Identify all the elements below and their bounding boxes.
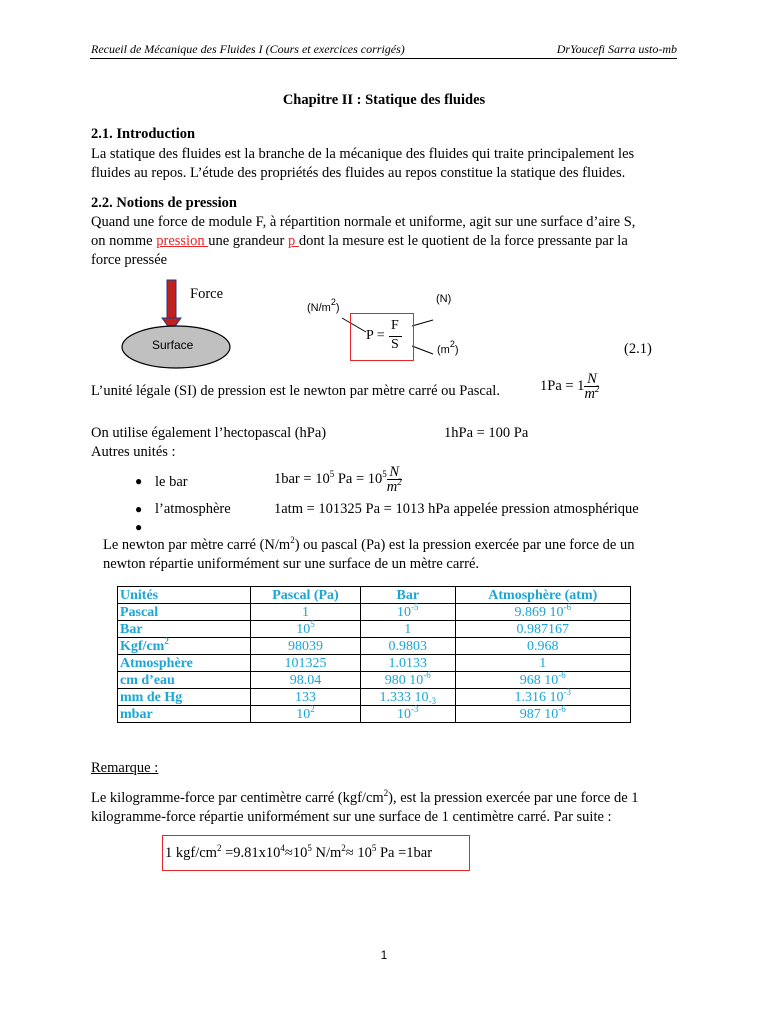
table-row: mbar $10^2$ $10^{-3}$ 987 $10^{-6}$: [118, 706, 631, 723]
newton-line-2: newton répartie uniformément sur une surface de un mètre carré.: [103, 556, 480, 572]
section-pression-title: 2.2. Notions de pression: [91, 195, 237, 211]
header-atmosphere: Atmosphère (atm): [455, 587, 630, 604]
units-conversion-table: [117, 586, 631, 723]
table-row: Pascal 1 $10^{-5}$ 9.869 $10^{-6}$: [118, 604, 631, 621]
bullet-atm-label: l’atmosphère: [155, 501, 231, 517]
formula-numerator: F: [391, 318, 399, 333]
formula-denominator: S: [391, 337, 399, 352]
table-row: Bar $10^5$ 1 0.987167: [118, 621, 631, 638]
newton-line-1: Le newton par mètre carré $(N/m^2)$ ou pascal (Pa) est la pression exercée par une force de un: [103, 535, 635, 553]
force-label: Force: [190, 286, 224, 302]
pression-line-1: Quand une force de module F, à répartition normale et uniforme, agit sur une surface d’aire S,: [91, 214, 636, 230]
table-row: Kgf/$cm^2$ 98039 0.9803 0.968: [118, 638, 631, 655]
header-divider: [90, 58, 677, 59]
table-row: cm d’eau 98.04 980 $10^{-6}$ 968 $10^{-6}$: [118, 672, 631, 689]
si-unit-text: L’unité légale (SI) de pression est le newton par mètre carré ou Pascal.: [91, 383, 500, 399]
bullet-bar-dot: ●: [135, 474, 143, 488]
newton-definition: [103, 536, 693, 574]
bullet-bar-equation: $1bar = 10^5$ $Pa = 10^5$ $\frac{N}{m^2}$: [274, 464, 402, 495]
header-unites: Unités: [118, 587, 251, 604]
hecto-equation: 1hPa = 100 Pa: [444, 425, 529, 441]
header-bar: Bar: [360, 587, 455, 604]
unit-force-label: (N): [436, 293, 452, 305]
intro-paragraph: [91, 145, 681, 183]
page-number: 1: [380, 948, 388, 962]
remark-line-1: Le kilogramme-force par centimètre carré $(kgf/cm^2)$, est la pression exercée par une force de 1: [91, 788, 639, 806]
hecto-text: On utilise également l’hectopascal (hPa): [91, 425, 327, 441]
unit-pressure-label: $(N/m^2)$: [307, 297, 340, 314]
pressure-formula-box: [350, 313, 414, 361]
bullet-empty-dot: ●: [135, 520, 143, 534]
surface-label: Surface: [152, 338, 194, 352]
pression-term: pression: [156, 233, 209, 249]
unit-area-label: $(m^2)$: [437, 339, 459, 356]
bullet-atm-equation: 1atm = 101325 Pa = 1013 hPa appelée pression atmosphérique: [274, 501, 639, 517]
p-symbol: p: [287, 233, 299, 249]
kgf-equation-box: 1 kgf/$cm^2 =9.81x10^4\approx 10^5$ $N/m^2\approx 10^5$ Pa =1bar: [162, 835, 470, 871]
bullet-bar-label: le bar: [155, 474, 188, 490]
pression-line-3: force pressée: [91, 252, 168, 268]
pression-line-2: on nomme pression une grandeur p dont la mesure est le quotient de la force pressante par la: [91, 233, 628, 249]
remark-paragraph: [91, 789, 691, 827]
bar-fraction: $\frac{N}{m^2}$: [386, 464, 402, 495]
formula-lhs: P =: [366, 328, 385, 343]
table-header-row: [118, 587, 631, 604]
intro-line-1: La statique des fluides est la branche de la mécanique des fluides qui traite principalement les: [91, 146, 635, 162]
header-pascal: Pascal (Pa): [251, 587, 361, 604]
remark-line-2: kilogramme-force répartie uniformément sur une surface de 1 centimètre carré. Par suite :: [91, 809, 612, 825]
bullet-atm-dot: ●: [135, 502, 143, 516]
remark-title: Remarque :: [91, 760, 159, 776]
other-units-title: Autres unités :: [91, 444, 176, 460]
pression-paragraph: [91, 213, 681, 270]
intro-line-2: fluides au repos. L’étude des propriétés des fluides au repos constitue la statique des fluides.: [91, 165, 626, 181]
chapter-title: Chapitre II : Statique des fluides: [282, 92, 486, 108]
header-right: DrYoucefi Sarra usto-mb: [556, 42, 677, 56]
section-introduction-title: 2.1. Introduction: [91, 126, 196, 142]
si-unit-equation: 1Pa = 1 $\frac{N}{m^2}$: [540, 371, 600, 402]
table-row: mm de Hg 133 1.333 $10_{-3}$ 1.316 $10^{-3}$: [118, 689, 631, 706]
si-unit-fraction: $\frac{N}{m^2}$: [584, 371, 600, 402]
equation-number: (2.1): [624, 341, 652, 357]
table-row: Atmosphère 101325 1.0133 1: [118, 655, 631, 672]
force-arrow-shaft: [167, 280, 176, 320]
header-left: Recueil de Mécanique des Fluides I (Cours et exercices corrigés): [91, 42, 405, 56]
